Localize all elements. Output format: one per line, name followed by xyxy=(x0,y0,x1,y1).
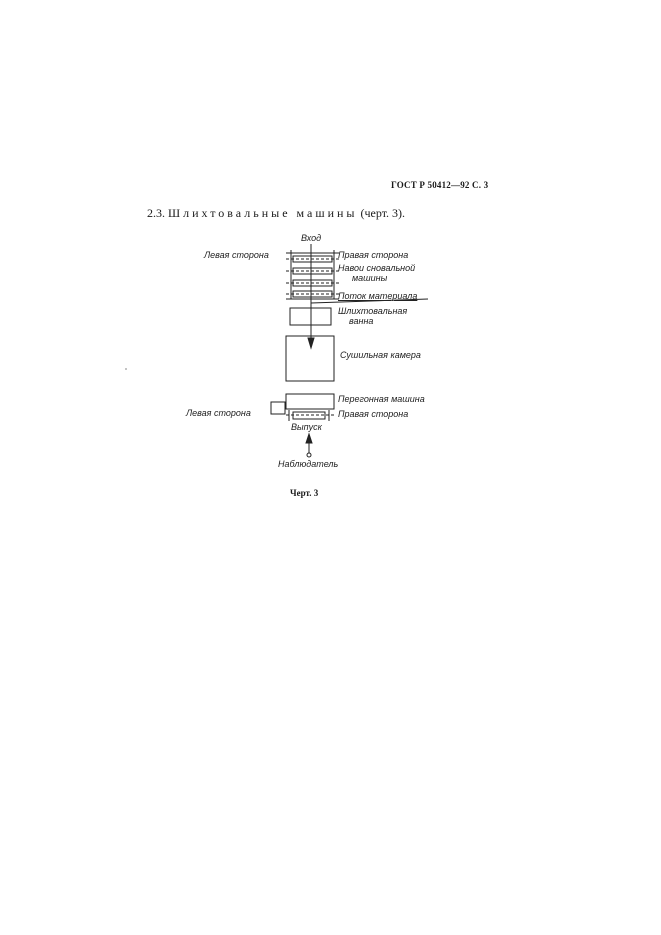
label-observer: Наблюдатель xyxy=(278,459,339,469)
label-entry: Вход xyxy=(301,233,322,243)
document-header: ГОСТ Р 50412—92 С. 3 xyxy=(391,180,489,190)
flow-arrowhead xyxy=(308,338,314,348)
label-sizing-bath-2: ванна xyxy=(349,316,374,326)
label-warping-beams-1: Навои сновальной xyxy=(338,263,416,273)
label-right-side-top: Правая сторона xyxy=(338,250,409,260)
section-title: Шлихтовальные машины xyxy=(168,206,358,220)
section-reference: (черт. 3). xyxy=(360,206,406,220)
label-right-side-bottom: Правая сторона xyxy=(338,409,409,419)
observer-arrowhead xyxy=(306,434,312,443)
beaming-machine-box xyxy=(286,394,334,409)
warping-beams xyxy=(286,250,339,299)
label-left-side-bottom: Левая сторона xyxy=(186,408,251,418)
side-box xyxy=(271,402,285,414)
section-number: 2.3. xyxy=(147,206,165,220)
label-exit: Выпуск xyxy=(291,422,322,432)
label-left-side-top: Левая сторона xyxy=(204,250,269,260)
label-material-flow: Поток материала xyxy=(338,291,418,301)
observer-point xyxy=(307,453,311,457)
label-sizing-bath-1: Шлихтовальная xyxy=(338,306,408,316)
label-beaming-machine: Перегонная машина xyxy=(338,394,425,404)
figure-caption: Черт. 3 xyxy=(290,488,319,498)
label-drying-chamber: Сушильная камера xyxy=(340,350,421,360)
label-warping-beams-2: машины xyxy=(352,273,388,283)
